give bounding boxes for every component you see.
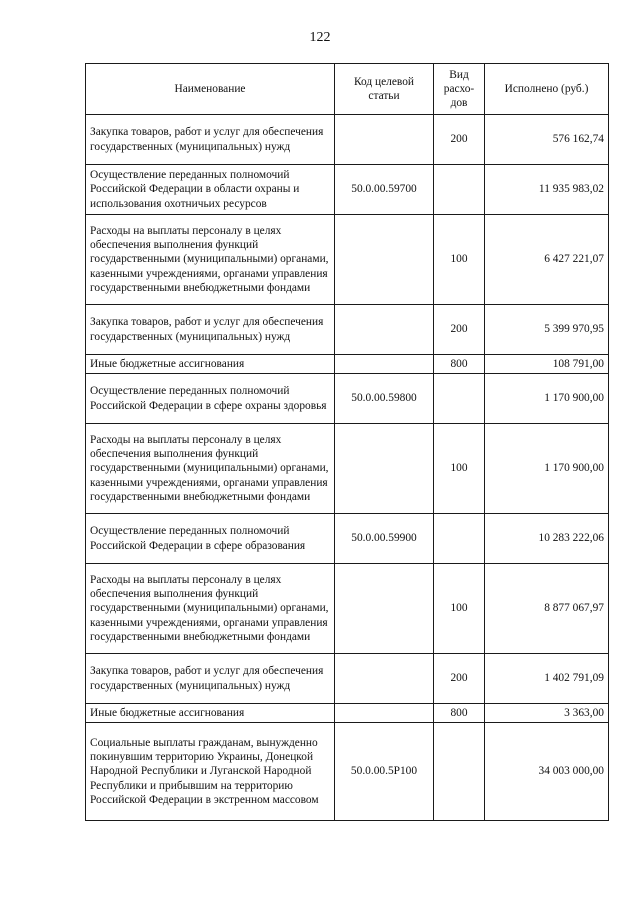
row-code bbox=[335, 115, 434, 165]
row-name: Закупка товаров, работ и услуг для обеспечения государственных (муниципальных) нужд bbox=[86, 654, 335, 704]
row-amount: 34 003 000,00 bbox=[485, 723, 609, 821]
row-kind: 800 bbox=[434, 355, 485, 374]
table-row bbox=[86, 424, 609, 514]
row-amount: 6 427 221,07 bbox=[485, 215, 609, 305]
row-kind: 200 bbox=[434, 654, 485, 704]
row-name: Расходы на выплаты персоналу в целях обеспечения выполнения функций государственными (муниципальными) органами, казенными учреждениями, органами управления государственными внебюджетными фондами bbox=[86, 424, 335, 514]
row-amount: 1 402 791,09 bbox=[485, 654, 609, 704]
row-kind: 200 bbox=[434, 115, 485, 165]
row-amount: 11 935 983,02 bbox=[485, 165, 609, 215]
row-kind: 100 bbox=[434, 215, 485, 305]
row-name: Осуществление переданных полномочий Российской Федерации в области охраны и использования охотничьих ресурсов bbox=[86, 165, 335, 215]
row-code bbox=[335, 215, 434, 305]
row-code bbox=[335, 704, 434, 723]
row-amount: 576 162,74 bbox=[485, 115, 609, 165]
row-name: Расходы на выплаты персоналу в целях обеспечения выполнения функций государственными (муниципальными) органами, казенными учреждениями, органами управления государственными внебюджетными фондами bbox=[86, 215, 335, 305]
row-amount: 1 170 900,00 bbox=[485, 374, 609, 424]
header-code: Код целевой статьи bbox=[335, 64, 434, 115]
row-code: 50.0.00.59900 bbox=[335, 514, 434, 564]
table-row bbox=[86, 723, 609, 821]
row-amount: 108 791,00 bbox=[485, 355, 609, 374]
row-kind: 100 bbox=[434, 564, 485, 654]
row-name: Закупка товаров, работ и услуг для обеспечения государственных (муниципальных) нужд bbox=[86, 115, 335, 165]
header-kind: Вид расхо-дов bbox=[434, 64, 485, 115]
table-row bbox=[86, 215, 609, 305]
row-name: Осуществление переданных полномочий Российской Федерации в сфере охраны здоровья bbox=[86, 374, 335, 424]
budget-execution-table bbox=[85, 63, 609, 821]
table-row bbox=[86, 305, 609, 355]
header-amount: Исполнено (руб.) bbox=[485, 64, 609, 115]
table-header-row bbox=[86, 64, 609, 115]
table-row bbox=[86, 564, 609, 654]
table-row bbox=[86, 115, 609, 165]
row-amount: 10 283 222,06 bbox=[485, 514, 609, 564]
row-code bbox=[335, 564, 434, 654]
table-row bbox=[86, 355, 609, 374]
row-kind: 800 bbox=[434, 704, 485, 723]
row-code: 50.0.00.59700 bbox=[335, 165, 434, 215]
row-code: 50.0.00.59800 bbox=[335, 374, 434, 424]
row-code bbox=[335, 355, 434, 374]
row-code bbox=[335, 424, 434, 514]
table-row bbox=[86, 514, 609, 564]
row-name: Закупка товаров, работ и услуг для обеспечения государственных (муниципальных) нужд bbox=[86, 305, 335, 355]
row-name: Расходы на выплаты персоналу в целях обеспечения выполнения функций государственными (муниципальными) органами, казенными учреждениями, органами управления государственными внебюджетными фондами bbox=[86, 564, 335, 654]
page-number: 122 bbox=[309, 30, 331, 45]
row-code bbox=[335, 305, 434, 355]
row-code bbox=[335, 654, 434, 704]
row-kind bbox=[434, 514, 485, 564]
table-row bbox=[86, 374, 609, 424]
row-kind bbox=[434, 723, 485, 821]
row-kind: 100 bbox=[434, 424, 485, 514]
row-name: Иные бюджетные ассигнования bbox=[86, 704, 335, 723]
row-kind: 200 bbox=[434, 305, 485, 355]
row-name: Осуществление переданных полномочий Российской Федерации в сфере образования bbox=[86, 514, 335, 564]
table-row bbox=[86, 654, 609, 704]
row-code: 50.0.00.5Р100 bbox=[335, 723, 434, 821]
row-name: Социальные выплаты гражданам, вынужденно покинувшим территорию Украины, Донецкой Народной Республики и Луганской Народной Республики и прибывшим на территорию Российской Федерации в экстренном массовом bbox=[86, 723, 335, 821]
row-amount: 8 877 067,97 bbox=[485, 564, 609, 654]
row-amount: 5 399 970,95 bbox=[485, 305, 609, 355]
row-kind bbox=[434, 165, 485, 215]
table-row bbox=[86, 165, 609, 215]
row-name: Иные бюджетные ассигнования bbox=[86, 355, 335, 374]
row-amount: 1 170 900,00 bbox=[485, 424, 609, 514]
row-kind bbox=[434, 374, 485, 424]
header-name: Наименование bbox=[86, 64, 335, 115]
row-amount: 3 363,00 bbox=[485, 704, 609, 723]
table-row bbox=[86, 704, 609, 723]
